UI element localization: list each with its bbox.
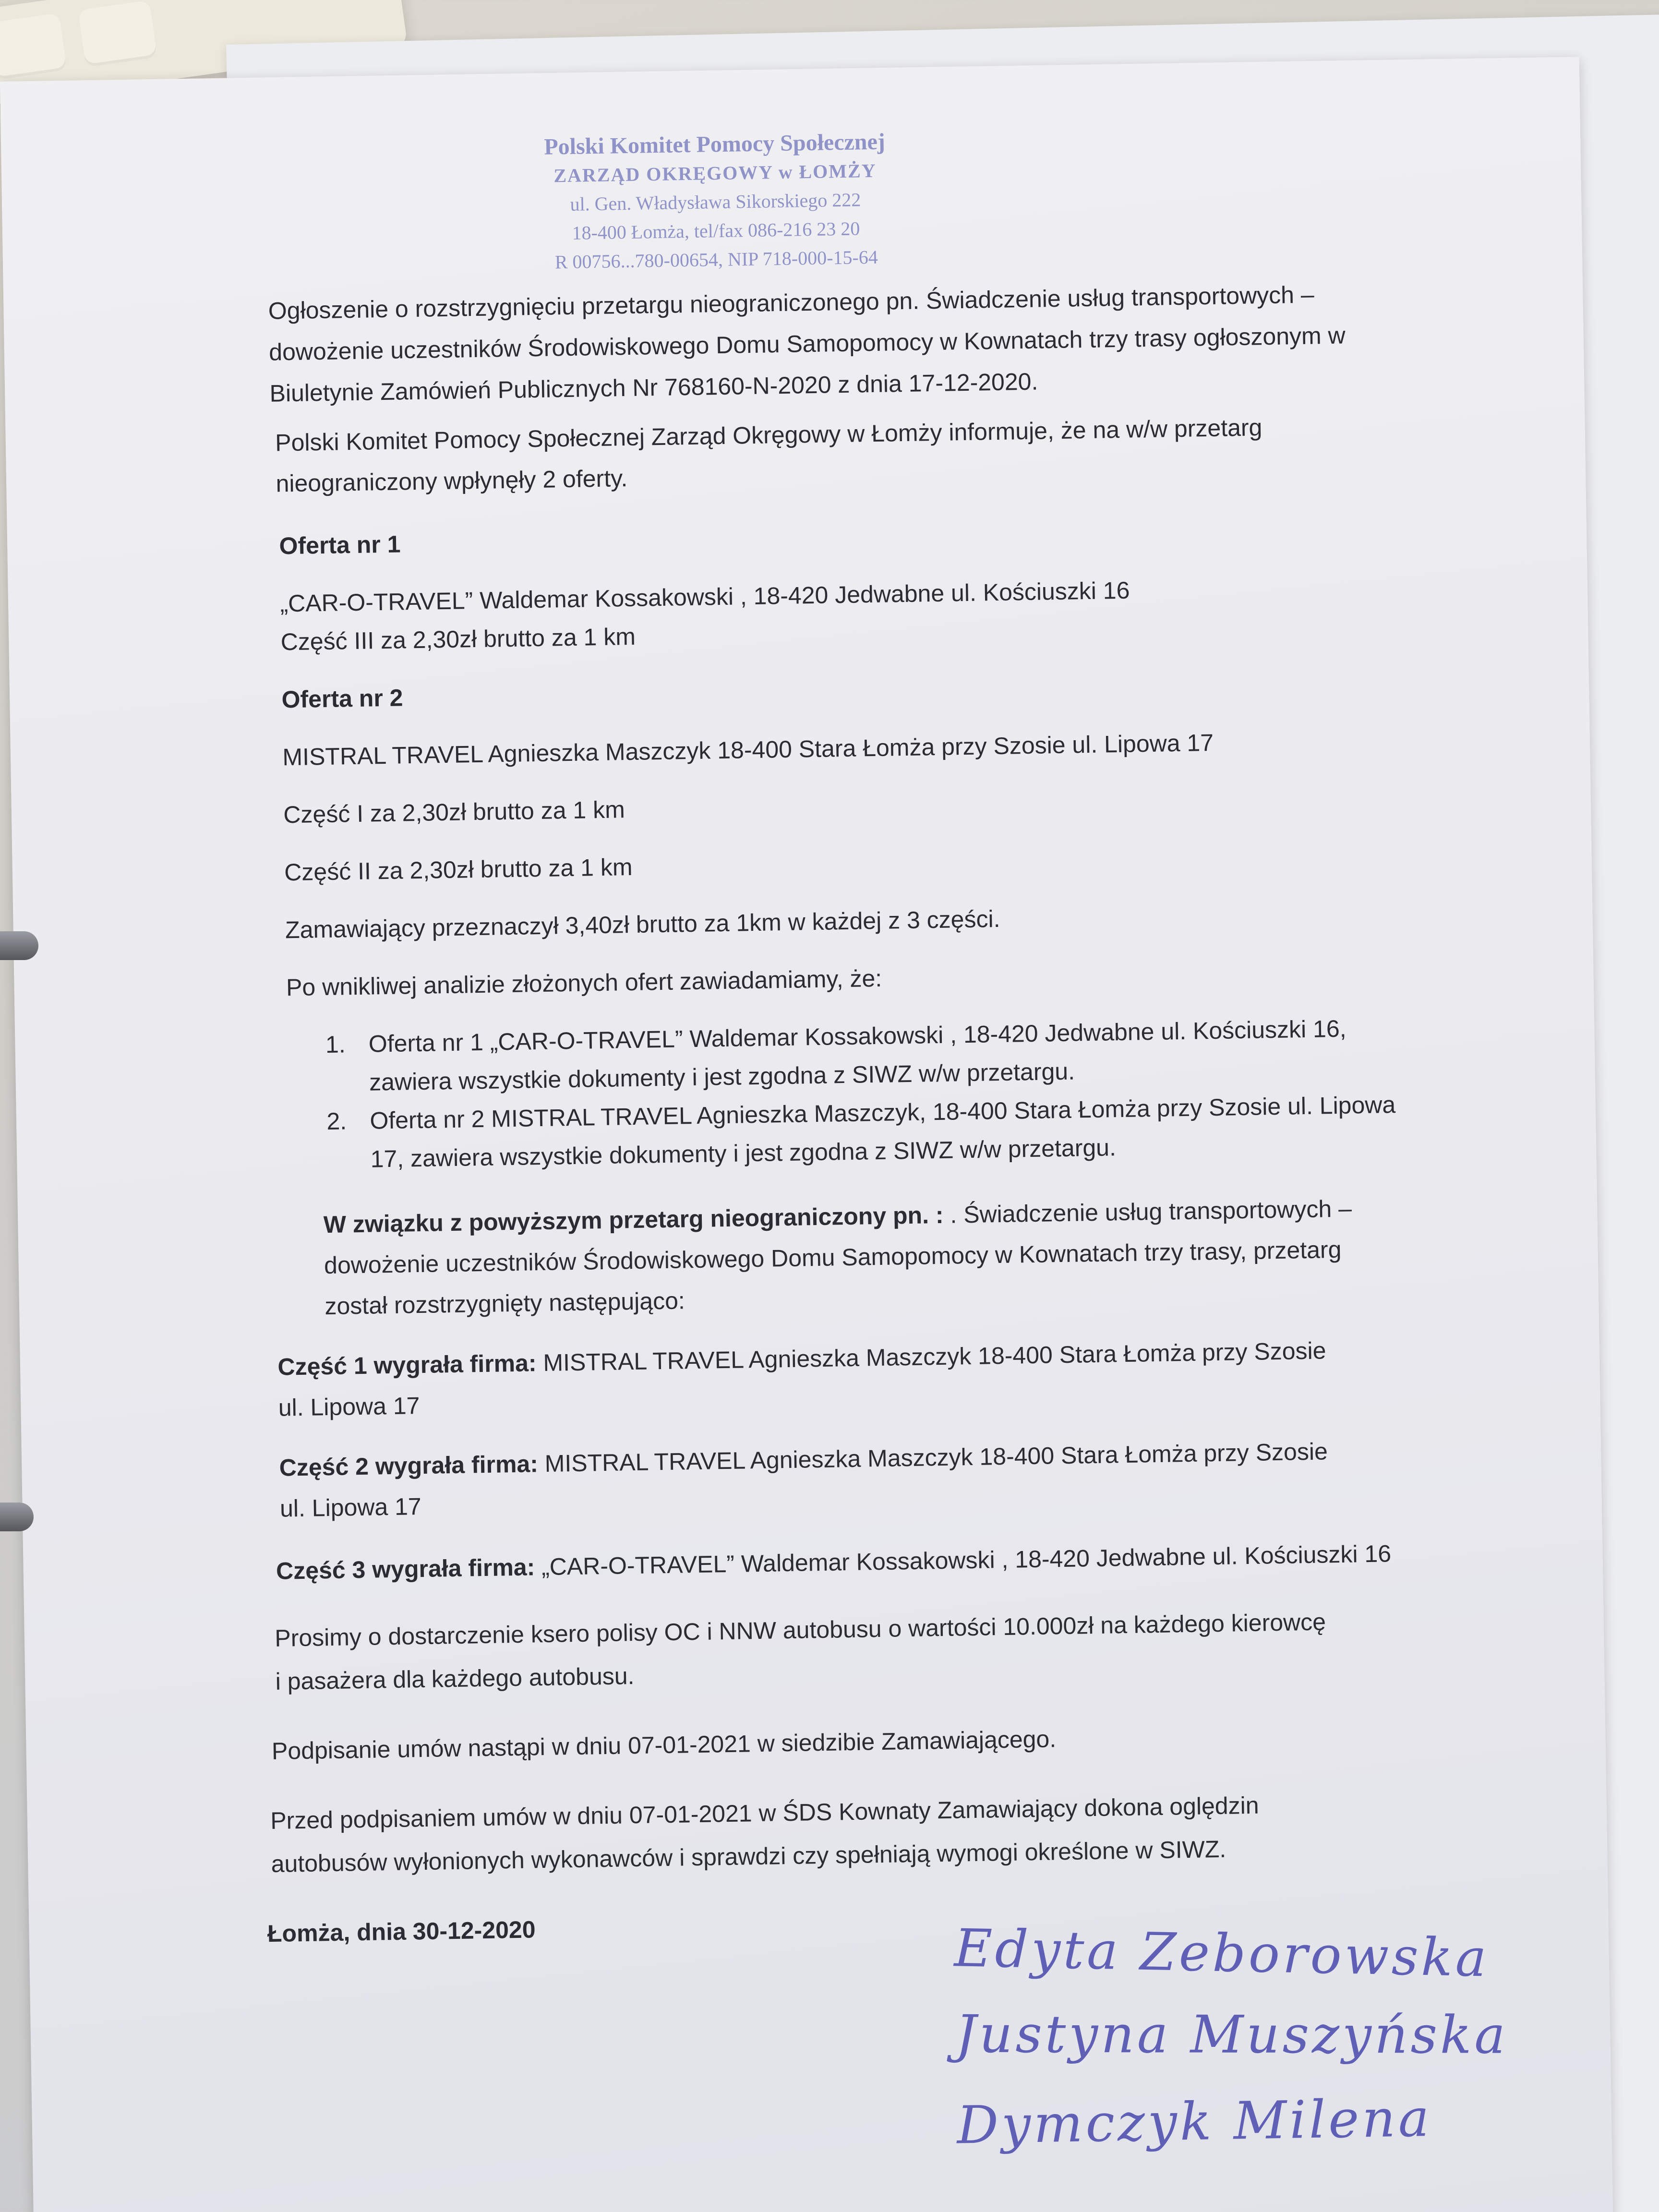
- stamp-line-2: ZARZĄD OKRĘGOWY w ŁOMŻY: [553, 159, 877, 187]
- signature-3: Dymczyk Milena: [956, 2088, 1433, 2156]
- list-item-1-line-2: zawiera wszystkie dokumenty i jest zgodna z SIWZ w/w przetargu.: [369, 1058, 1075, 1096]
- offer-1-title: Oferta nr 1: [279, 530, 401, 560]
- insurance-line-2: i pasażera dla każdego autobusu.: [275, 1662, 635, 1695]
- winner-part-2-text: MISTRAL TRAVEL Agnieszka Maszczyk 18-400 Stara Łomża przy Szosie: [538, 1438, 1328, 1478]
- info-line-2: nieograniczony wpłynęły 2 oferty.: [276, 465, 628, 497]
- list-item-2-line-2: 17, zawiera wszystkie dokumenty i jest zgodna z SIWZ w/w przetargu.: [370, 1134, 1117, 1173]
- list-item-1-number: 1.: [325, 1031, 346, 1058]
- conclusion-rest: . Świadczenie usług transportowych –: [950, 1195, 1352, 1228]
- analysis-text: Po wnikliwej analizie złożonych ofert zawiadamiamy, że:: [286, 964, 882, 1001]
- offer-2-price-1: Część I za 2,30zł brutto za 1 km: [283, 796, 625, 829]
- signature-1: Edyta Zeborowska: [953, 1918, 1490, 1989]
- winner-part-3: [276, 1539, 1392, 1585]
- conclusion-line-2: dowożenie uczestników Środowiskowego Domu Samopomocy w Kownatach trzy trasy, przetarg: [324, 1236, 1342, 1279]
- inspection-line-2: autobusów wyłonionych wykonawców i sprawdzi czy spełniają wymogi określone w SIWZ.: [271, 1835, 1226, 1878]
- stamp-line-3: ul. Gen. Władysława Sikorskiego 222: [570, 189, 861, 215]
- winner-part-2-label: Część 2 wygrała firma:: [279, 1450, 539, 1481]
- winner-part-1-label: Część 1 wygrała firma:: [277, 1349, 537, 1381]
- intro-line-1: Ogłoszenie o rozstrzygnięciu przetargu nieograniczonego pn. Świadczenie usług transportowych –: [268, 281, 1315, 325]
- info-line-1: Polski Komitet Pomocy Społecznej Zarząd Okręgowy w Łomży informuje, że na w/w przetarg: [275, 414, 1262, 457]
- stamp-line-1: Polski Komitet Pomocy Społecznej: [543, 129, 886, 160]
- winner-part-2-line-2: ul. Lipowa 17: [279, 1493, 422, 1522]
- list-item-1-line-1: Oferta nr 1 „CAR-O-TRAVEL” Waldemar Kossakowski , 18-420 Jedwabne ul. Kościuszki 16,: [368, 1015, 1346, 1058]
- winner-part-1-line-2: ul. Lipowa 17: [278, 1392, 420, 1421]
- winner-part-3-label: Część 3 wygrała firma:: [276, 1553, 535, 1585]
- signing-text: Podpisanie umów nastąpi w dniu 07-01-2021 w siedzibie Zamawiającego.: [271, 1725, 1057, 1765]
- offer-2-company: MISTRAL TRAVEL Agnieszka Maszczyk 18-400 Stara Łomża przy Szosie ul. Lipowa 17: [282, 729, 1214, 771]
- stamp-line-4: 18-400 Łomża, tel/fax 086-216 23 20: [572, 217, 860, 244]
- inspection-line-1: Przed podpisaniem umów w dniu 07-01-2021 w ŚDS Kownaty Zamawiający dokona oględzin: [270, 1791, 1259, 1835]
- intro-line-2: dowożenie uczestników Środowiskowego Domu Samopomocy w Kownatach trzy trasy ogłoszonym w: [268, 322, 1346, 366]
- list-item-2-number: 2.: [326, 1107, 347, 1135]
- organization-stamp: [541, 127, 890, 276]
- place-date: Łomża, dnia 30-12-2020: [267, 1916, 536, 1948]
- signature-2: Justyna Muszyńska: [955, 2004, 1508, 2066]
- stamp-line-5: R 00756...780-00654, NIP 718-000-15-64: [554, 246, 878, 273]
- conclusion-bold: W związku z powyższym przetarg nieograniczony pn. :: [323, 1201, 950, 1238]
- winner-part-1-text: MISTRAL TRAVEL Agnieszka Maszczyk 18-400 Stara Łomża przy Szosie: [536, 1337, 1326, 1377]
- budget-text: Zamawiający przeznaczył 3,40zł brutto za 1km w każdej z 3 części.: [285, 905, 1000, 944]
- winner-part-1: [277, 1336, 1326, 1381]
- conclusion-line-1: [323, 1194, 1352, 1239]
- offer-1-price: Część III za 2,30zł brutto za 1 km: [280, 623, 636, 656]
- intro-line-3: Biuletynie Zamówień Publicznych Nr 768160-N-2020 z dnia 17-12-2020.: [269, 368, 1038, 407]
- offer-1-company: „CAR-O-TRAVEL” Waldemar Kossakowski , 18-420 Jedwabne ul. Kościuszki 16: [280, 577, 1130, 617]
- list-item-2-line-1: Oferta nr 2 MISTRAL TRAVEL Agnieszka Maszczyk, 18-400 Stara Łomża przy Szosie ul. Lipowa: [369, 1091, 1396, 1134]
- conclusion-line-3: został rozstrzygnięty następująco:: [325, 1287, 685, 1320]
- offer-2-price-2: Część II za 2,30zł brutto za 1 km: [284, 853, 633, 886]
- winner-part-2: [279, 1437, 1328, 1482]
- insurance-line-1: Prosimy o dostarczenie ksero polisy OC i NNW autobusu o wartości 10.000zł na każdego kierowcę: [274, 1608, 1326, 1652]
- winner-part-3-text: „CAR-O-TRAVEL” Waldemar Kossakowski , 18-420 Jedwabne ul. Kościuszki 16: [534, 1540, 1392, 1581]
- offer-2-title: Oferta nr 2: [281, 684, 403, 713]
